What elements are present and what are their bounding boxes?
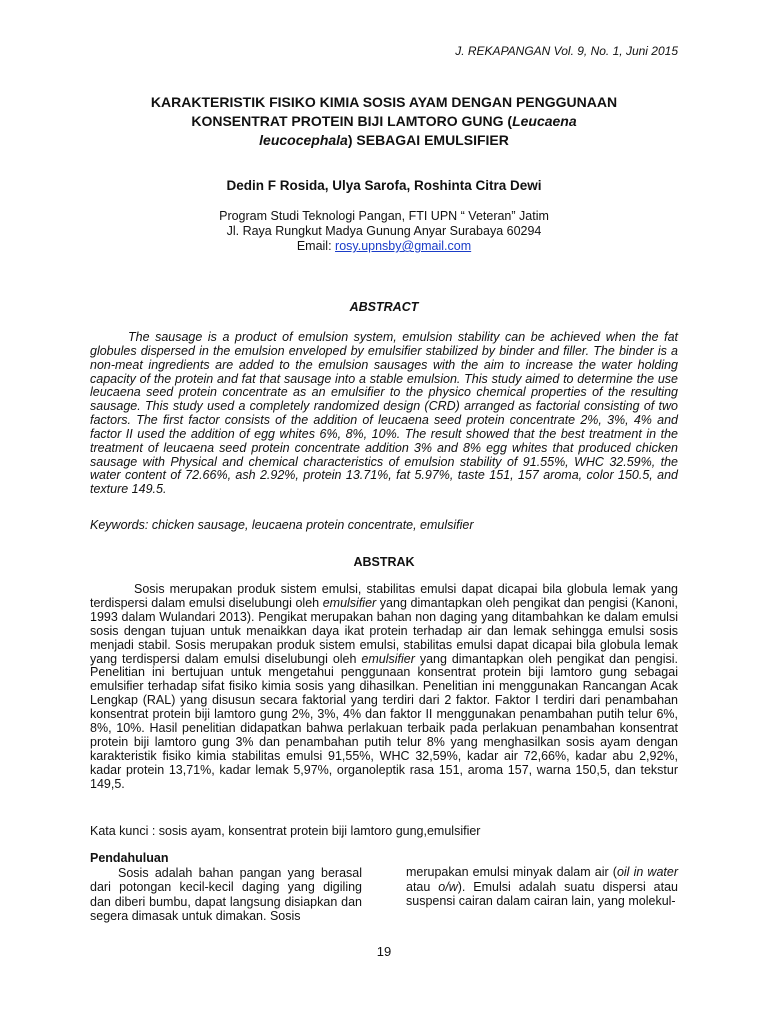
title-species-genus: Leucaena: [512, 113, 577, 129]
intro-left-column: [90, 851, 362, 924]
page-number: 19: [376, 944, 392, 959]
intro-right-c: ). Emulsi adalah suatu dispersi atau suspensi cairan dalam cairan lain, yang molekul-: [406, 879, 678, 908]
affiliation-line-2: Jl. Raya Rungkut Madya Gunung Anyar Surabaya 60294: [226, 224, 542, 238]
keywords: Keywords: chicken sausage, leucaena protein concentrate, emulsifier: [90, 518, 474, 532]
intro-right-b: atau: [406, 879, 439, 894]
abstrak-part-2: yang dimantapkan oleh pengikat dan pengisi (Kanoni, 1993 dalam Wulandari 2013). Pengikat merupakan bahan non daging yang ditambahkan ke dalam emulsi sosis dengan tujuan untuk menaikkan daya ikat protein terhadap air dan lemak sehingga emulsi sosis menjadi stabil. Sosis merupakan produk sistem emulsi, stabilitas emulsi dapat dicapai bila globula lemak yang terdispersi dalam emulsi diselubungi oleh: [90, 595, 678, 666]
intro-right-a: merupakan emulsi minyak dalam air (: [406, 865, 617, 879]
intro-right-italic-2: o/w: [438, 879, 458, 894]
abstract-heading: ABSTRACT: [349, 300, 419, 314]
affiliation-line-1: Program Studi Teknologi Pangan, FTI UPN “ Veteran” Jatim: [219, 209, 549, 223]
intro-left-text: Sosis adalah bahan pangan yang berasal dari potongan kecil-kecil daging yang digiling dan diberi bumbu, dapat langsung disiapkan dan segera dimasak untuk dimakan. Sosis: [90, 865, 362, 923]
title-species-name: leucocephala: [259, 132, 348, 148]
affiliation: [0, 209, 768, 254]
kata-kunci: Kata kunci : sosis ayam, konsentrat protein biji lamtoro gung,emulsifier: [90, 824, 481, 838]
intro-right-column: [406, 865, 678, 909]
abstrak-part-1: Sosis merupakan produk sistem emulsi, stabilitas emulsi dapat dicapai bila globula lemak yang terdispersi dalam emulsi diselubungi oleh: [90, 582, 678, 610]
abstrak-part-3: yang dimantapkan oleh pengikat dan pengisi. Penelitian ini bertujuan untuk mengetahui penggunaan konsentrat protein biji lamtoro gung sebagai emulsifier terhadap sifat fisiko kimia sosis yang dihasilkan. Penelitian ini menggunakan Rancangan Acak Lengkap (RAL) yang disusun secara faktorial yang terdiri dari 2 faktor. Faktor I terdiri dari penambahan konsentrat protein biji lamtoro gung 2%, 3%, 4% dan faktor II menggunakan penambahan putih telur 6%, 8%, 10%. Hasil penelitian didapatkan bahwa perlakuan terbaik pada perlakuan penambahan konsentrat protein biji lamtoro gung 3% dan penambahan putih telur 8% yang menghasilkan sosis ayam dengan karakteristik fisiko kimia stabilitas emulsi 91,55%, WHC 32,59%, kadar air 72,66%, kadar abu 2,92%, kadar protein 13,71%, kadar lemak 5,97%, organoleptik rasa 151, aroma 157, warna 150,5, dan tekstur 149,5.: [90, 651, 678, 791]
intro-right-italic-1: oil in water: [616, 865, 678, 879]
email-label: Email:: [296, 239, 336, 253]
abstrak-italic-2: emulsifier: [361, 651, 415, 666]
journal-header: J. REKAPANGAN Vol. 9, No. 1, Juni 2015: [455, 44, 678, 58]
intro-left-paragraph: [90, 866, 362, 924]
abstrak-body: [90, 583, 678, 792]
email-line: [0, 239, 768, 254]
abstrak-heading: ABSTRAK: [353, 555, 415, 569]
paper-title: [90, 93, 678, 150]
pendahuluan-heading: Pendahuluan: [90, 851, 169, 865]
email-link[interactable]: rosy.upnsby@gmail.com: [335, 239, 472, 253]
title-line-1: KARAKTERISTIK FISIKO KIMIA SOSIS AYAM DENGAN PENGGUNAAN: [150, 94, 618, 110]
title-line-2a: KONSENTRAT PROTEIN BIJI LAMTORO GUNG (: [191, 113, 513, 129]
authors: Dedin F Rosida, Ulya Sarofa, Roshinta Citra Dewi: [226, 178, 542, 193]
abstrak-italic-1: emulsifier: [322, 595, 377, 610]
title-line-3b: ) SEBAGAI EMULSIFIER: [347, 132, 509, 148]
abstract-body: [90, 331, 678, 497]
abstract-text: The sausage is a product of emulsion system, emulsion stability can be achieved when the fat globules dispersed in the emulsion enveloped by emulsifier stabilized by binder and filler. The binder is a non-meat ingredients are added to the emulsion sausages with the aim to increase the water holding capacity of the protein and fat that sausage into a stable emulsion. This study aimed to determine the use leucaena seed protein concentrate as an emulsifier to the physico chemical properties of the resulting sausage. This study used a completely randomized design (CRD) arranged as factorial consisting of two factors. The first factor consists of the addition of leucaena seed protein concentrate 2%, 3%, 4% and factor II used the addition of egg whites 6%, 8%, 10%. The result showed that the best treatment in the treatment of leucaena seed protein concentrate addition 3% and 8% egg whites that produced chicken sausage with Physical and chemical characteristics of emulsion stability of 91.55%, WHC 32.59%, the water content of 72.66%, ash 2.92%, protein 13.71%, fat 5.97%, taste 151, 157 aroma, color 150.5, and texture 149.5.: [90, 330, 678, 497]
